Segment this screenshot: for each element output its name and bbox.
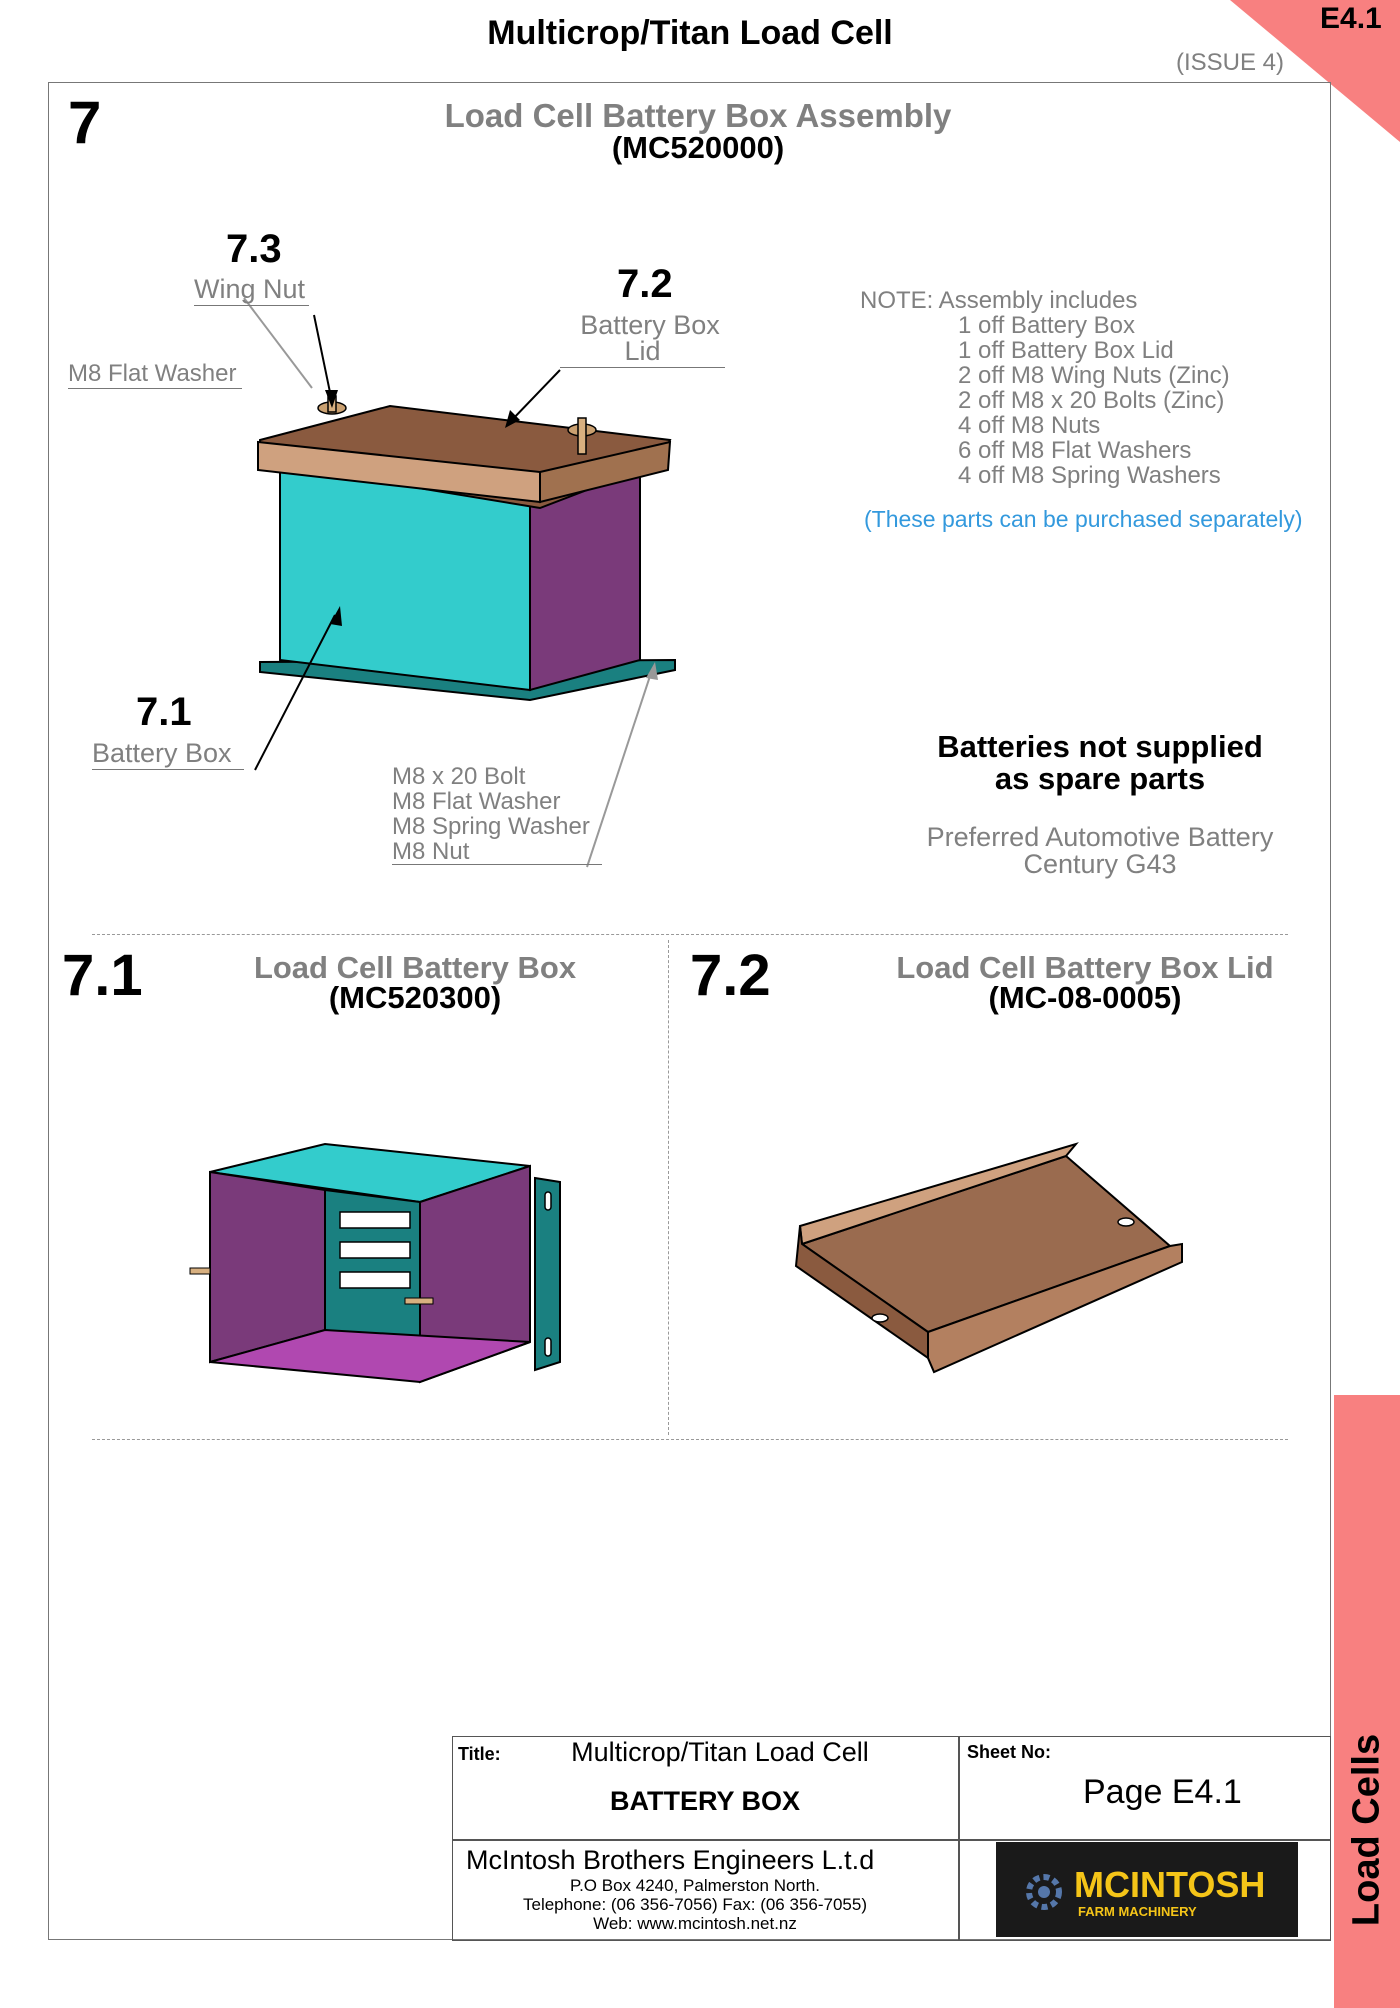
label-fasteners <box>392 764 602 865</box>
label-flat-washer: M8 Flat Washer <box>68 360 242 389</box>
box-left-wall <box>210 1172 325 1362</box>
label-fastener-washer: M8 Flat Washer <box>392 788 561 815</box>
note-item: 1 off Battery Box <box>958 312 1135 339</box>
lid-title: Load Cell Battery Box Lid <box>896 950 1274 985</box>
label-wing-nut: Wing Nut <box>194 274 309 306</box>
label-box: Battery Box <box>92 738 244 770</box>
corner-code: E4.1 <box>1320 2 1382 35</box>
note-block <box>860 288 1230 488</box>
preferred-battery-line1: Preferred Automotive Battery <box>926 822 1274 852</box>
label-fastener-nut: M8 Nut <box>392 839 602 865</box>
note-item: 6 off M8 Flat Washers <box>958 437 1192 464</box>
batteries-note-line2: as spare parts <box>994 761 1206 796</box>
label-wing-nut-number: 7.3 <box>226 227 282 271</box>
bolt-left <box>190 1268 210 1274</box>
note-item: 1 off Battery Box Lid <box>958 337 1174 364</box>
label-lid-line1: Battery Box <box>580 310 720 340</box>
assembly-part-no: (MC520000) <box>611 130 785 165</box>
bolt-right <box>405 1298 433 1304</box>
note-item: 2 off M8 Wing Nuts (Zinc) <box>958 362 1230 389</box>
side-tab-label: Load Cells <box>1345 1733 1388 1927</box>
company-address: P.O Box 4240, Palmerston North. <box>569 1876 821 1895</box>
note-item: 4 off M8 Spring Washers <box>958 462 1221 489</box>
drawing-subtitle: BATTERY BOX <box>609 1786 800 1816</box>
company-phone: Telephone: (06 356-7056) Fax: (06 356-7055) <box>522 1895 867 1914</box>
section-number-7: 7 <box>68 89 102 156</box>
label-lid-number: 7.2 <box>617 262 673 306</box>
section-number-7-1: 7.1 <box>62 943 143 1008</box>
note-heading: NOTE: Assembly includes <box>860 287 1138 314</box>
mcintosh-logo <box>996 1842 1298 1937</box>
logo-text: MCINTOSH <box>1074 1864 1266 1905</box>
page-title: Multicrop/Titan Load Cell <box>487 14 893 52</box>
note-item: 4 off M8 Nuts <box>958 412 1101 439</box>
section-number-7-2: 7.2 <box>690 943 771 1008</box>
battery-box-drawing <box>180 1130 580 1400</box>
issue-label: (ISSUE 4) <box>1176 49 1285 76</box>
title-value: Multicrop/Titan Load Cell <box>571 1737 869 1767</box>
company-name: McIntosh Brothers Engineers L.t.d <box>466 1845 875 1875</box>
label-fastener-spring: M8 Spring Washer <box>392 813 590 840</box>
company-web: Web: www.mcintosh.net.nz <box>593 1914 797 1933</box>
label-fastener-bolt: M8 x 20 Bolt <box>392 763 526 790</box>
battery-box-title: Load Cell Battery Box <box>253 950 577 985</box>
sheet-value: Page E4.1 <box>1083 1773 1242 1811</box>
title-label: Title: <box>458 1744 501 1764</box>
label-box-number: 7.1 <box>136 690 192 734</box>
note-item: 2 off M8 x 20 Bolts (Zinc) <box>958 387 1225 414</box>
divider-upper <box>92 934 1288 935</box>
assembly-title: Load Cell Battery Box Assembly <box>444 97 952 134</box>
sheet-label: Sheet No: <box>967 1742 1052 1762</box>
batteries-note-line1: Batteries not supplied <box>937 729 1263 764</box>
lid-part-no: (MC-08-0005) <box>988 980 1182 1015</box>
label-lid-line2: Lid <box>560 336 725 368</box>
divider-lower <box>92 1439 1288 1440</box>
logo-gear-icon <box>1024 1872 1064 1912</box>
divider-vertical <box>668 940 669 1435</box>
battery-box-lid-drawing <box>790 1140 1220 1380</box>
purchase-note: (These parts can be purchased separately) <box>864 506 1303 532</box>
logo-subtext: FARM MACHINERY <box>1078 1904 1197 1919</box>
battery-box-part-no: (MC520300) <box>328 980 502 1015</box>
box-front-face <box>280 470 530 690</box>
preferred-battery-line2: Century G43 <box>1023 849 1177 879</box>
